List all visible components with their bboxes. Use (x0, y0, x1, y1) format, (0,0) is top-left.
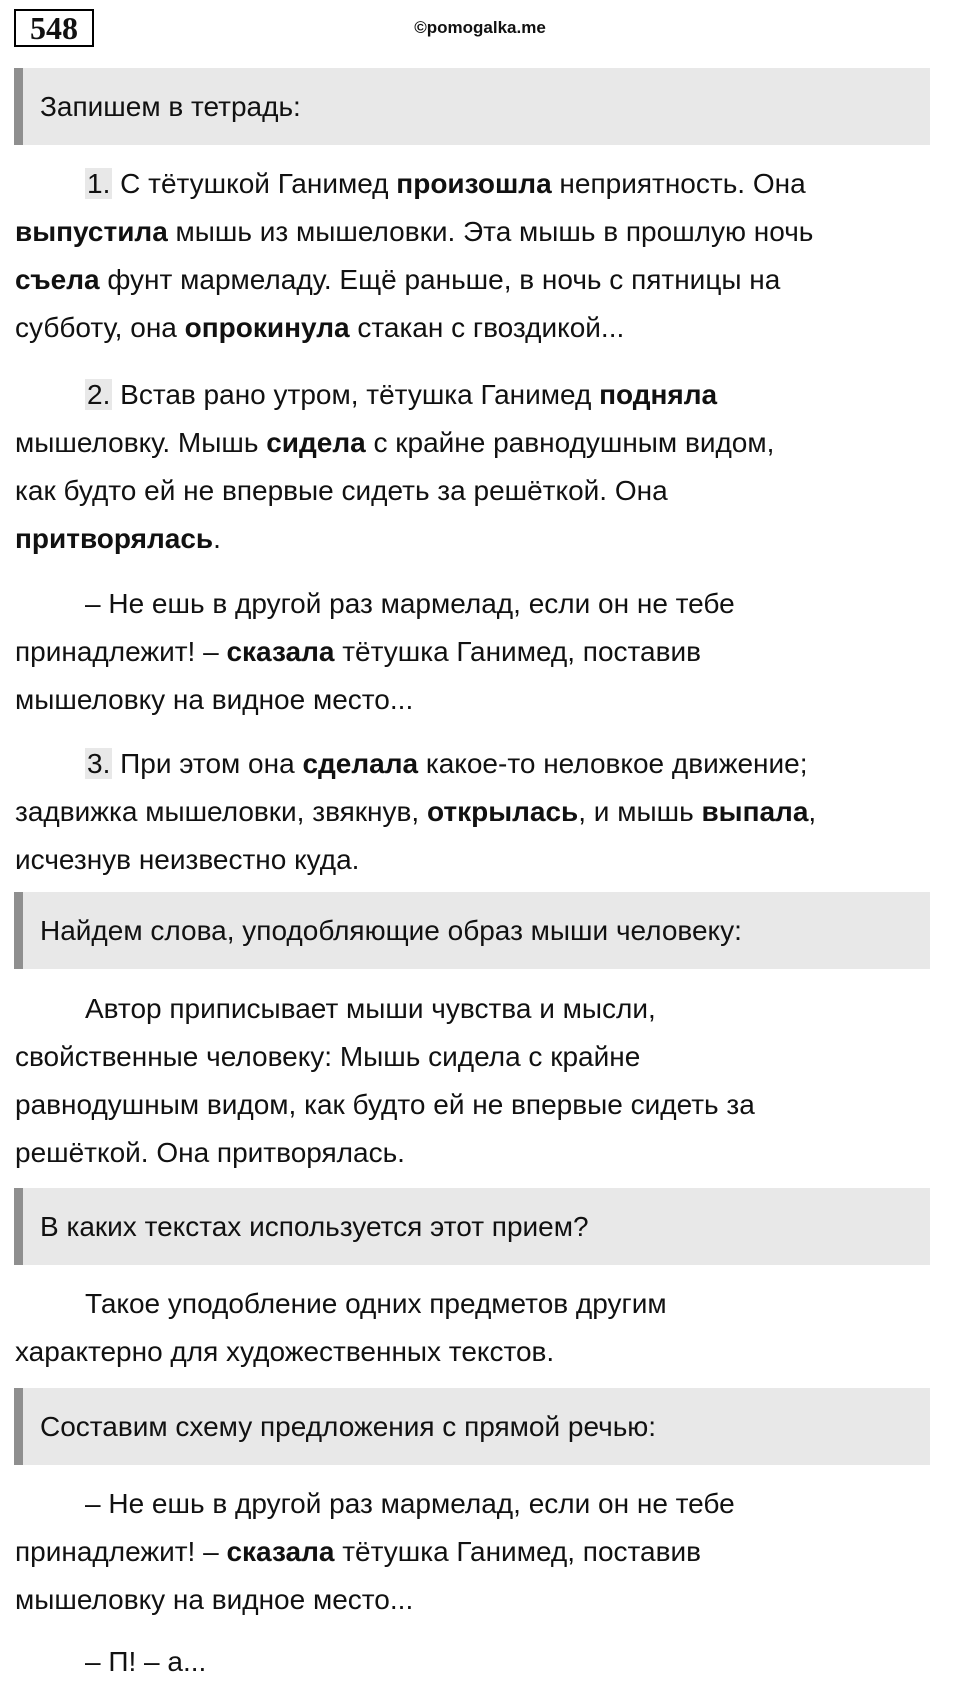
text-run: , и мышь (578, 796, 702, 827)
text-run: принадлежит! – (15, 1536, 227, 1567)
bold-verb: подняла (599, 379, 718, 410)
paragraph-2 (15, 371, 945, 563)
text-run: . (213, 523, 221, 554)
text-run: субботу, она (15, 312, 185, 343)
text-line: мышеловку на видное место... (15, 684, 414, 715)
text-line (15, 160, 945, 208)
task-number-badge: 548 (14, 9, 94, 47)
bold-verb: выпала (701, 796, 809, 827)
paragraph-5 (15, 985, 945, 1177)
paragraph-3 (15, 580, 945, 724)
text-run: фунт мармеладу. Ещё раньше, в ночь с пятницы на (99, 264, 781, 295)
paragraph-7 (15, 1480, 945, 1624)
item-number: 1. (87, 168, 111, 199)
bold-verb: притворялась (15, 523, 214, 554)
bold-verb: открылась (426, 796, 579, 827)
text-run: тётушка Ганимед, поставив (334, 1536, 702, 1567)
text-run: мышь из мышеловки. Эта мышь в прошлую ночь (167, 216, 814, 247)
text-line: – Не ешь в другой раз мармелад, если он не тебе (85, 1488, 735, 1519)
text-line: Автор приписывает мыши чувства и мысли, (85, 993, 656, 1024)
text-run: какое-то неловкое движение; (418, 748, 808, 779)
text-line: мышеловку на видное место... (15, 1584, 414, 1615)
heading-which-texts: В каких текстах используется этот прием? (14, 1188, 930, 1265)
heading-scheme: Составим схему предложения с прямой речью: (14, 1388, 930, 1465)
text-line: решёткой. Она притворялась. (15, 1137, 405, 1168)
bold-verb: сделала (302, 748, 419, 779)
text-run: При этом она (112, 748, 303, 779)
paragraph-1 (15, 160, 945, 352)
paragraph-6 (15, 1280, 945, 1376)
text-line (15, 371, 945, 419)
text-run: стакан с гвоздикой... (349, 312, 625, 343)
bold-verb: сидела (266, 427, 366, 458)
text-run: , (808, 796, 817, 827)
text-line: свойственные человеку: Мышь сидела с крайне (15, 1041, 641, 1072)
text-run: Встав рано утром, тётушка Ганимед (112, 379, 600, 410)
bold-verb: выпустила (15, 216, 168, 247)
text-line (15, 1528, 945, 1576)
text-run: задвижка мышеловки, звякнув, (15, 796, 427, 827)
text-line: Такое уподобление одних предметов другим (85, 1288, 667, 1319)
bold-verb: произошла (396, 168, 552, 199)
text-line: – Не ешь в другой раз мармелад, если он не тебе (85, 588, 735, 619)
paragraph-8-scheme (15, 1638, 945, 1686)
paragraph-4 (15, 740, 945, 884)
text-run: мышеловку. Мышь (15, 427, 267, 458)
text-line: характерно для художественных текстов. (15, 1336, 555, 1367)
item-number: 3. (87, 748, 111, 779)
text-line (15, 740, 945, 788)
text-run: неприятность. Она (551, 168, 806, 199)
bold-verb: сказала (226, 636, 335, 667)
text-line (15, 788, 945, 836)
bold-verb: опрокинула (184, 312, 350, 343)
text-line (15, 419, 945, 467)
heading-notebook: Запишем в тетрадь: (14, 68, 930, 145)
text-line (15, 304, 945, 352)
text-line: равнодушным видом, как будто ей не впервые сидеть за (15, 1089, 755, 1120)
bold-verb: съела (15, 264, 100, 295)
text-line (15, 628, 945, 676)
text-line (15, 208, 945, 256)
bold-verb: сказала (226, 1536, 335, 1567)
heading-find-words: Найдем слова, уподобляющие образ мыши человеку: (14, 892, 930, 969)
text-line (15, 256, 945, 304)
text-line (15, 515, 945, 563)
text-run: тётушка Ганимед, поставив (334, 636, 702, 667)
text-line: как будто ей не впервые сидеть за решёткой. Она (15, 475, 668, 506)
watermark: ©pomogalka.me (414, 18, 546, 37)
text-line: исчезнув неизвестно куда. (15, 844, 360, 875)
text-run: с крайне равнодушным видом, (365, 427, 775, 458)
text-run: принадлежит! – (15, 636, 227, 667)
speech-scheme: – П! – а... (85, 1646, 207, 1677)
text-run: С тётушкой Ганимед (112, 168, 397, 199)
item-number: 2. (87, 379, 111, 410)
